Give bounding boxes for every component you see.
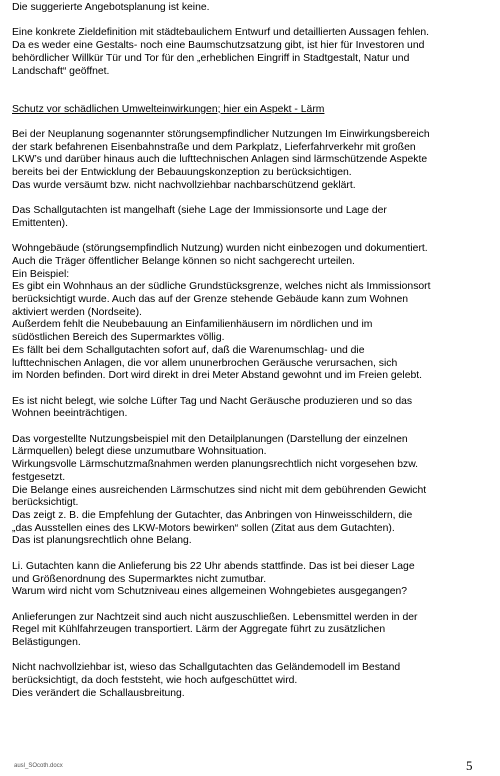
text-line: Landschaft“ geöffnet. bbox=[12, 65, 110, 77]
text-line: Belästigungen. bbox=[12, 637, 81, 648]
text-line: Das vorgestellte Nutzungsbeispiel mit den Detailplanungen (Darstellung der einzelnen bbox=[12, 433, 408, 445]
text-line: Es gibt ein Wohnhaus an der südliche Grundstücksgrenze, welches nicht als Immissionsort bbox=[12, 281, 431, 293]
paragraph bbox=[12, 561, 490, 599]
text-line: Das ist planungsrechtlich ohne Belang. bbox=[12, 535, 192, 547]
text-line: „das Ausstellen eines des LKW-Motors bewirken“ sollen (Zitat aus dem Gutachten). bbox=[12, 522, 395, 534]
text-line: Dies verändert die Schallausbreitung. bbox=[12, 687, 185, 699]
text-line: der stark befahrenen Eisenbahnstraße und dem Parkplatz, Lieferfahrverkehr mit großen bbox=[12, 141, 416, 153]
text-line: Die suggerierte Angebotsplanung ist keine. bbox=[12, 2, 210, 13]
text-line: aktiviert werden (Nordseite). bbox=[12, 306, 142, 318]
text-line: Wohnen beeinträchtigen. bbox=[12, 408, 128, 420]
paragraph bbox=[12, 129, 490, 193]
text-line: Es fällt bei dem Schallgutachten sofort auf, daß die Warenumschlag- und die bbox=[12, 344, 365, 356]
text-line: Warum wird nicht vom Schutzniveau eines allgemeinen Wohngebietes ausgegangen? bbox=[12, 586, 408, 598]
text-line: berücksichtigt. bbox=[12, 497, 79, 509]
text-line: Ein Beispiel: bbox=[12, 268, 70, 280]
paragraph bbox=[12, 396, 490, 421]
text-line: Das wurde versäumt bzw. nicht nachvollziehbar nachbarschützend geklärt. bbox=[12, 179, 356, 191]
text-line: Nicht nachvollziehbar ist, wieso das Schallgutachten das Geländemodell im Bestand bbox=[12, 662, 401, 674]
text-line: Das zeigt z. B. die Empfehlung der Gutachter, das Anbringen von Hinweisschildern, die bbox=[12, 510, 413, 521]
text-line: LKW’s und darüber hinaus auch die lufttechnischen Anlagen sind lärmschützende Aspekte bbox=[12, 154, 428, 166]
text-line: bereits bei der Entwicklung der Bebauungskonzeption zu berücksichtigen. bbox=[12, 167, 352, 179]
text-line: Regel mit Kühlfahrzeugen transportiert. Lärm der Aggregate führt zu zusätzlichen bbox=[12, 624, 386, 636]
section-heading bbox=[12, 104, 490, 117]
text-line: festgesetzt. bbox=[12, 471, 66, 483]
paragraph bbox=[12, 612, 490, 650]
text-line: Außerdem fehlt die Neubebauung an Einfamilienhäusern im nördlichen und im bbox=[12, 319, 373, 331]
text-line: Die Belange eines ausreichenden Lärmschutzes sind nicht mit dem gebührenden Gewicht bbox=[12, 484, 427, 496]
paragraph bbox=[12, 662, 490, 700]
text-line: lufttechnischen Anlagen, die vor allem ununerbrochen Geräusche verursachen, sich bbox=[12, 357, 398, 369]
text-line: berücksichtigt wurde. Auch das auf der Grenze stehende Gebäude kann zum Wohnen bbox=[12, 294, 409, 306]
paragraph bbox=[12, 205, 490, 230]
paragraph bbox=[12, 27, 490, 78]
text-line: berücksichtigt, da doch feststeht, wie hoch aufgeschüttet wird. bbox=[12, 675, 298, 687]
text-line: Auch die Träger öffentlicher Belange können so nicht sachgerecht urteilen. bbox=[12, 255, 355, 267]
text-line: behördlicher Willkür Tür und Tor für den „erheblichen Eingriff in Stadtgestalt, Natur und bbox=[12, 52, 410, 64]
text-line: Eine konkrete Zieldefinition mit städtebaulichem Entwurf und detaillierten Aussagen fehlen. bbox=[12, 27, 430, 39]
paragraph bbox=[12, 243, 490, 383]
text-line: Li. Gutachten kann die Anlieferung bis 22 Uhr abends stattfinde. Das ist bei dieser Lage bbox=[12, 560, 415, 572]
text-line: Wohngebäude (störungsempfindlich Nutzung) wurden nicht einbezogen und dokumentiert. bbox=[12, 243, 428, 255]
paragraph bbox=[12, 434, 490, 548]
text-line bbox=[12, 91, 490, 104]
text-line: Das Schallgutachten ist mangelhaft (siehe Lage der Immissionsorte und Lage der bbox=[12, 205, 387, 217]
text-line: Da es weder eine Gestalts- noch eine Baumschutzsatzung gibt, ist hier für Investoren und bbox=[12, 40, 425, 52]
text-line: Lärmquellen) belegt diese unzumutbare Wohnsituation. bbox=[12, 446, 267, 458]
text-line: Es ist nicht belegt, wie solche Lüfter Tag und Nacht Geräusche produzieren und so das bbox=[12, 395, 413, 407]
text-line: im Norden befinden. Dort wird direkt in drei Meter Abstand gewohnt und im Freien gelebt. bbox=[12, 370, 423, 382]
text-line: Bei der Neuplanung sogenannter störungsempfindlicher Nutzungen Im Einwirkungsbereich bbox=[12, 128, 430, 140]
document-body bbox=[12, 2, 490, 713]
text-line: Schutz vor schädlichen Umwelteinwirkungen; hier ein Aspekt - Lärm bbox=[12, 103, 325, 115]
paragraph bbox=[12, 2, 490, 15]
page-number: 5 bbox=[466, 758, 473, 773]
footer-filename: ausl_SOcoth.docx bbox=[14, 763, 63, 769]
text-line: Emittenten). bbox=[12, 217, 69, 229]
text-line: Wirkungsvolle Lärmschutzmaßnahmen werden planungsrechtlich nicht vorgesehen bzw. bbox=[12, 459, 419, 471]
text-line: südöstlichen Bereich des Supermarktes völlig. bbox=[12, 332, 225, 344]
text-line: Anlieferungen zur Nachtzeit sind auch nicht auszuschließen. Lebensmittel werden in der bbox=[12, 611, 418, 623]
text-line: und Größenordnung des Supermarktes nicht zumutbar. bbox=[12, 573, 267, 585]
